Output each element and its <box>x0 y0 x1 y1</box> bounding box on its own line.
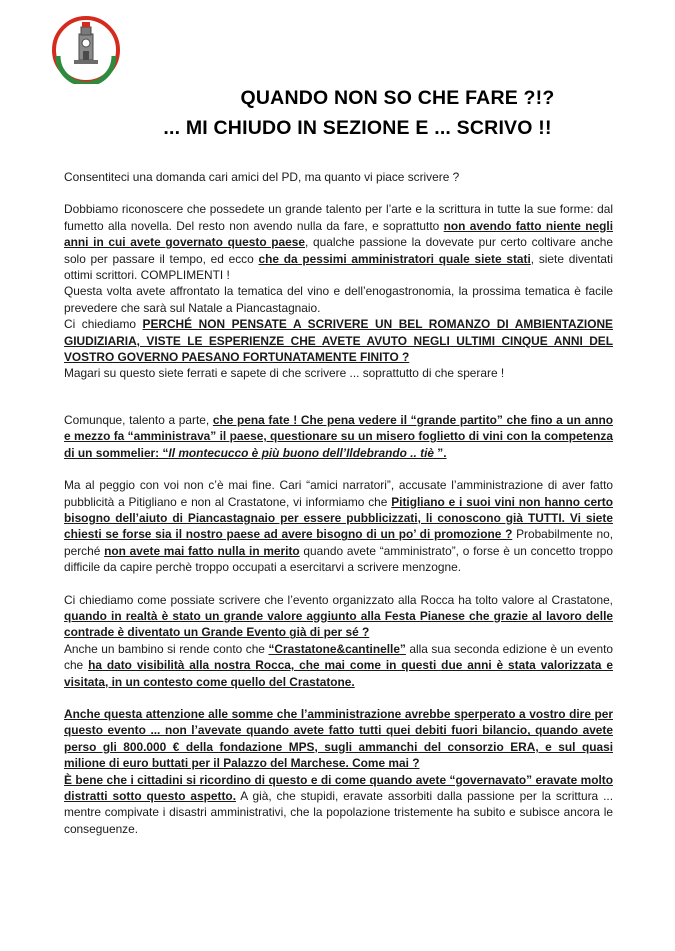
emphasis: non avendo fatto niente negli anni in cui avete governato questo paese <box>64 218 614 250</box>
emphasis: Anche questa attenzione alle somme che l’amministrazione avrebbe sperperato a vostro dire per questo evento ... non l’avevate quando avete fatto tutti quei debiti fuori bilancio, quando avete perso gli 800.000 € della fondazione MPS, sugli ammanchi del consorzio ERA, e sul quasi milione di euro buttati per il Palazzo del Marchese. Come mai ? <box>64 706 613 771</box>
emphasis: che pena fate ! Che pena vedere il “grande partito” che fino a un anno e mezzo fa “amministrava” il paese, questionare su un misero foglietto di vini con la competenza di un sommelier: “ <box>64 412 613 460</box>
emphasis: È bene che i cittadini si ricordino di questo e di come quando avete “governavato” eravate molto distratti sotto questo aspetto. <box>64 772 613 803</box>
quote: Il montecucco è più buono dell’Ildebrando .. tiè <box>168 445 434 460</box>
text: Probabilmente no, perché <box>64 527 613 558</box>
text: Anche un bambino si rende conto che <box>64 641 269 656</box>
text: alla sua seconda edizione è un evento che <box>64 641 613 673</box>
text: , siete diventati ottimi scrittori. COMPLIMENTI ! <box>64 251 613 283</box>
text: Ma al peggio con voi non c’è mai fine. Cari “amici narratori”, accusate l’amministrazione di aver fatto pubblicità a Pitigliano e non al Crastatone, vi informiamo che <box>64 478 613 509</box>
emphasis: che da pessimi amministratori quale siete stati <box>258 251 531 266</box>
emphasis: Pitigliano e i suoi vini non hanno certo bisogno dell’aiuto di Piancastagnaio per essere pubblicizzati, li conoscono già TUTTI. Vi siete chiesti se forse sia il nostro paese ad avere bisogno di un po’ di promozione ? <box>64 494 613 542</box>
paragraph-1: Consentiteci una domanda cari amici del PD, ma quanto vi piace scrivere ? <box>64 170 460 184</box>
tower-logo-icon <box>52 16 120 84</box>
title-line-1: QUANDO NON SO CHE FARE ?!? <box>240 87 555 109</box>
paragraph-8 <box>64 592 613 641</box>
text: Comunque, talento a parte, <box>64 412 213 427</box>
paragraph-3: Questa volta avete affrontato la tematica del vino e dell’enogastronomia, la prossima tematica è facile prevedere che sarà sul Natale a Piancastagnaio. <box>64 284 613 315</box>
paragraph-5: Magari su questo siete ferrati e sapete di che scrivere ... soprattutto di che sperare ! <box>64 366 505 381</box>
text: Ci chiediamo come possiate scrivere che l’evento organizzato alla Rocca ha tolto valore al Crastatone, <box>64 592 613 607</box>
title-line-2: ... MI CHIUDO IN SEZIONE E ... SCRIVO !! <box>163 117 552 139</box>
text: Ci chiediamo <box>64 317 143 332</box>
emphasis: ”. <box>433 445 447 460</box>
emphasis: PERCHÉ NON PENSATE A SCRIVERE UN BEL ROMANZO DI AMBIENTAZIONE GIUDIZIARIA, VISTE LE ESPERIENZE CHE AVETE AVUTO NEGLI ULTIMI CINQUE ANNI DEL VOSTRO GOVERNO PAESANO FORTUNATAMENTE FINITO ? <box>64 317 613 365</box>
paragraph-11 <box>64 772 613 838</box>
text: quando avete “amministrato”, o forse è un concetto troppo difficile da capire perchè troppo occupati a esercitarvi a scrivere menzogne. <box>64 543 613 575</box>
emphasis: non avete mai fatto nulla in merito <box>104 543 300 558</box>
paragraph-6 <box>64 412 613 461</box>
paragraph-7 <box>64 477 613 575</box>
paragraph-2 <box>64 201 613 283</box>
article-body <box>64 169 613 837</box>
emphasis: ha dato visibilità alla nostra Rocca, che mai come in questi due anni è stata valorizzata e visitata, in un contesto come quello del Crastatone. <box>64 658 613 689</box>
emphasis: “Crastatone&cantinelle” <box>268 641 406 656</box>
text: A già, che stupidi, eravate assorbiti dalla passione per la scrittura ... mentre compivate i disastri amministrativi, che la popolazione tristemente ha subito e subisce ancora le conseguenze. <box>64 789 613 836</box>
paragraph-9 <box>64 641 613 690</box>
paragraph-4 <box>64 316 613 365</box>
text: , qualche passione la dovevate pur certo coltivare anche solo per passare il tempo, ed ecco <box>64 235 613 266</box>
emphasis: quando in realtà è stato un grande valore aggiunto alla Festa Pianese che grazie al lavoro delle contrade è diventato un Grande Evento già di per sé ? <box>64 608 613 640</box>
text: Dobbiamo riconoscere che possedete un grande talento per l’arte e la scrittura in tutte la sue forme: dal fumetto alla novella. Del resto non avendo nulla da fare, e soprattutto <box>64 202 613 233</box>
paragraph-10 <box>64 706 613 772</box>
logo <box>52 16 120 84</box>
